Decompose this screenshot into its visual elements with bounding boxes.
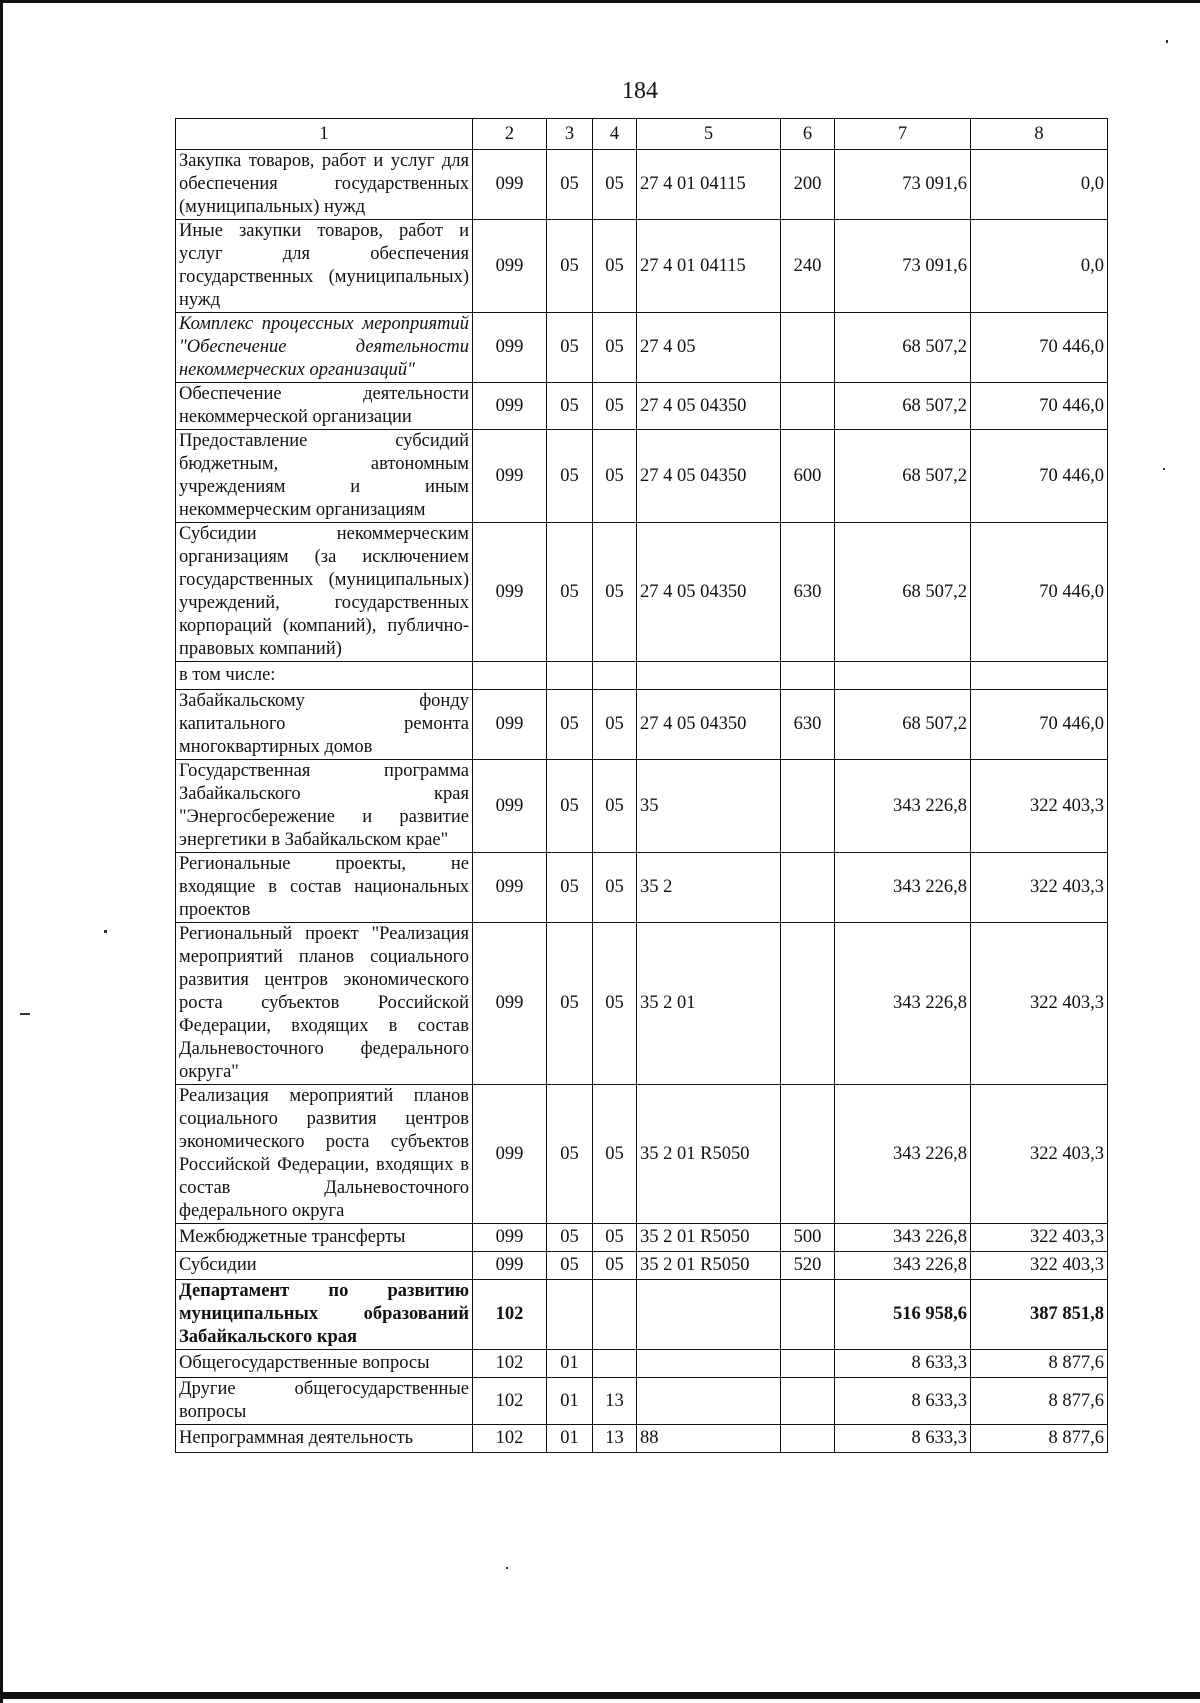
cell-target-article: 27 4 05 bbox=[637, 313, 781, 383]
cell-amount-col7: 343 226,8 bbox=[835, 1085, 971, 1224]
cell-target-article: 35 bbox=[637, 760, 781, 853]
cell-amount-col7: 68 507,2 bbox=[835, 313, 971, 383]
cell-subsection: 05 bbox=[593, 1224, 637, 1252]
scan-speck bbox=[506, 1567, 508, 1569]
cell-amount-col8: 0,0 bbox=[971, 150, 1108, 220]
cell-amount-col7: 68 507,2 bbox=[835, 523, 971, 662]
cell-expense-type bbox=[781, 923, 835, 1085]
row-name: Региональный проект "Реализация мероприятий планов социального развития центров экономического роста субъектов Российской Федерации, входящих в состав Дальневосточного федерального округа" bbox=[176, 923, 473, 1085]
cell-subsection: 13 bbox=[593, 1425, 637, 1453]
table-row bbox=[176, 1350, 1108, 1378]
cell-subsection: 05 bbox=[593, 383, 637, 430]
row-name: Межбюджетные трансферты bbox=[176, 1224, 473, 1252]
cell-section: 01 bbox=[547, 1350, 593, 1378]
table-row bbox=[176, 662, 1108, 690]
cell-target-article: 27 4 01 04115 bbox=[637, 220, 781, 313]
cell-expense-type: 630 bbox=[781, 690, 835, 760]
cell-ministry-code: 099 bbox=[473, 923, 547, 1085]
row-name: Непрограммная деятельность bbox=[176, 1425, 473, 1453]
cell-section bbox=[547, 662, 593, 690]
cell-ministry-code: 102 bbox=[473, 1280, 547, 1350]
column-header: 3 bbox=[547, 119, 593, 150]
cell-section: 05 bbox=[547, 150, 593, 220]
row-name: Комплекс процессных мероприятий "Обеспечение деятельности некоммерческих организаций" bbox=[176, 313, 473, 383]
cell-expense-type bbox=[781, 662, 835, 690]
cell-ministry-code: 099 bbox=[473, 1224, 547, 1252]
cell-amount-col7: 73 091,6 bbox=[835, 150, 971, 220]
table-row bbox=[176, 430, 1108, 523]
table-row bbox=[176, 523, 1108, 662]
cell-target-article bbox=[637, 1350, 781, 1378]
cell-section: 05 bbox=[547, 853, 593, 923]
row-name: Субсидии bbox=[176, 1252, 473, 1280]
cell-expense-type: 600 bbox=[781, 430, 835, 523]
cell-amount-col8: 8 877,6 bbox=[971, 1378, 1108, 1425]
cell-expense-type bbox=[781, 1425, 835, 1453]
cell-amount-col7: 68 507,2 bbox=[835, 690, 971, 760]
cell-expense-type bbox=[781, 760, 835, 853]
table-row bbox=[176, 1378, 1108, 1425]
cell-expense-type bbox=[781, 1280, 835, 1350]
table-row bbox=[176, 1252, 1108, 1280]
cell-amount-col7: 68 507,2 bbox=[835, 383, 971, 430]
cell-amount-col7: 8 633,3 bbox=[835, 1425, 971, 1453]
cell-target-article: 35 2 01 R5050 bbox=[637, 1252, 781, 1280]
scan-speck bbox=[1166, 40, 1168, 43]
table-row bbox=[176, 1224, 1108, 1252]
cell-target-article: 35 2 bbox=[637, 853, 781, 923]
cell-ministry-code: 099 bbox=[473, 523, 547, 662]
cell-expense-type: 500 bbox=[781, 1224, 835, 1252]
cell-section: 05 bbox=[547, 220, 593, 313]
cell-amount-col7: 68 507,2 bbox=[835, 430, 971, 523]
cell-amount-col7 bbox=[835, 662, 971, 690]
table-row bbox=[176, 853, 1108, 923]
cell-amount-col8: 322 403,3 bbox=[971, 1085, 1108, 1224]
cell-subsection: 05 bbox=[593, 760, 637, 853]
column-header: 2 bbox=[473, 119, 547, 150]
cell-subsection: 05 bbox=[593, 220, 637, 313]
cell-subsection: 05 bbox=[593, 853, 637, 923]
cell-target-article bbox=[637, 1280, 781, 1350]
cell-target-article bbox=[637, 662, 781, 690]
scan-speck bbox=[1163, 468, 1165, 470]
cell-ministry-code: 099 bbox=[473, 690, 547, 760]
cell-ministry-code: 099 bbox=[473, 383, 547, 430]
scan-edge-top bbox=[0, 0, 1200, 3]
cell-amount-col8: 70 446,0 bbox=[971, 383, 1108, 430]
row-name: Закупка товаров, работ и услуг для обеспечения государственных (муниципальных) нужд bbox=[176, 150, 473, 220]
cell-section: 05 bbox=[547, 383, 593, 430]
cell-amount-col8: 8 877,6 bbox=[971, 1425, 1108, 1453]
cell-amount-col7: 343 226,8 bbox=[835, 1252, 971, 1280]
cell-subsection: 05 bbox=[593, 923, 637, 1085]
cell-expense-type bbox=[781, 1350, 835, 1378]
cell-amount-col8: 322 403,3 bbox=[971, 1252, 1108, 1280]
row-name: Реализация мероприятий планов социального развития центров экономического роста субъектов Российской Федерации, входящих в состав Дальневосточного федерального округа bbox=[176, 1085, 473, 1224]
cell-ministry-code: 099 bbox=[473, 313, 547, 383]
cell-amount-col8: 8 877,6 bbox=[971, 1350, 1108, 1378]
cell-target-article: 88 bbox=[637, 1425, 781, 1453]
cell-subsection: 05 bbox=[593, 1252, 637, 1280]
cell-section: 01 bbox=[547, 1425, 593, 1453]
row-name: Общегосударственные вопросы bbox=[176, 1350, 473, 1378]
row-name: в том числе: bbox=[176, 662, 473, 690]
cell-subsection bbox=[593, 662, 637, 690]
cell-subsection bbox=[593, 1350, 637, 1378]
scan-edge-left bbox=[0, 0, 3, 1703]
cell-amount-col7: 8 633,3 bbox=[835, 1378, 971, 1425]
cell-amount-col8: 322 403,3 bbox=[971, 853, 1108, 923]
row-name: Обеспечение деятельности некоммерческой организации bbox=[176, 383, 473, 430]
cell-section: 05 bbox=[547, 923, 593, 1085]
cell-section: 05 bbox=[547, 690, 593, 760]
cell-ministry-code: 102 bbox=[473, 1350, 547, 1378]
cell-amount-col7: 343 226,8 bbox=[835, 853, 971, 923]
cell-section: 01 bbox=[547, 1378, 593, 1425]
column-header: 5 bbox=[637, 119, 781, 150]
cell-ministry-code bbox=[473, 662, 547, 690]
cell-section: 05 bbox=[547, 430, 593, 523]
cell-ministry-code: 099 bbox=[473, 853, 547, 923]
cell-subsection: 05 bbox=[593, 523, 637, 662]
row-name: Региональные проекты, не входящие в состав национальных проектов bbox=[176, 853, 473, 923]
cell-amount-col8: 70 446,0 bbox=[971, 430, 1108, 523]
table-row bbox=[176, 313, 1108, 383]
cell-subsection: 05 bbox=[593, 150, 637, 220]
cell-target-article: 27 4 05 04350 bbox=[637, 383, 781, 430]
cell-amount-col7: 343 226,8 bbox=[835, 923, 971, 1085]
cell-section: 05 bbox=[547, 760, 593, 853]
cell-ministry-code: 099 bbox=[473, 1085, 547, 1224]
cell-amount-col8: 387 851,8 bbox=[971, 1280, 1108, 1350]
cell-target-article: 27 4 05 04350 bbox=[637, 430, 781, 523]
column-header: 1 bbox=[176, 119, 473, 150]
table-row bbox=[176, 690, 1108, 760]
cell-expense-type bbox=[781, 383, 835, 430]
row-name: Другие общегосударственные вопросы bbox=[176, 1378, 473, 1425]
cell-section: 05 bbox=[547, 1224, 593, 1252]
cell-section: 05 bbox=[547, 523, 593, 662]
cell-expense-type bbox=[781, 1085, 835, 1224]
column-header: 7 bbox=[835, 119, 971, 150]
cell-target-article: 35 2 01 R5050 bbox=[637, 1224, 781, 1252]
cell-ministry-code: 099 bbox=[473, 150, 547, 220]
row-name: Субсидии некоммерческим организациям (за исключением государственных (муниципальных) учреждений, государственных корпораций (компаний), публично-правовых компаний) bbox=[176, 523, 473, 662]
cell-amount-col7: 343 226,8 bbox=[835, 1224, 971, 1252]
cell-ministry-code: 102 bbox=[473, 1425, 547, 1453]
row-name: Иные закупки товаров, работ и услуг для обеспечения государственных (муниципальных) нужд bbox=[176, 220, 473, 313]
cell-subsection: 05 bbox=[593, 430, 637, 523]
cell-expense-type: 520 bbox=[781, 1252, 835, 1280]
cell-subsection: 05 bbox=[593, 690, 637, 760]
cell-amount-col8: 322 403,3 bbox=[971, 923, 1108, 1085]
cell-expense-type bbox=[781, 313, 835, 383]
cell-amount-col8: 70 446,0 bbox=[971, 523, 1108, 662]
cell-amount-col8: 70 446,0 bbox=[971, 313, 1108, 383]
cell-subsection: 13 bbox=[593, 1378, 637, 1425]
cell-amount-col7: 8 633,3 bbox=[835, 1350, 971, 1378]
cell-expense-type bbox=[781, 1378, 835, 1425]
cell-ministry-code: 099 bbox=[473, 430, 547, 523]
table-row bbox=[176, 220, 1108, 313]
table-header-row bbox=[176, 119, 1108, 150]
cell-amount-col8 bbox=[971, 662, 1108, 690]
row-name: Государственная программа Забайкальского края "Энергосбережение и развитие энергетики в Забайкальском крае" bbox=[176, 760, 473, 853]
cell-target-article bbox=[637, 1378, 781, 1425]
cell-target-article: 35 2 01 bbox=[637, 923, 781, 1085]
cell-ministry-code: 102 bbox=[473, 1378, 547, 1425]
cell-target-article: 27 4 05 04350 bbox=[637, 690, 781, 760]
cell-section: 05 bbox=[547, 1252, 593, 1280]
scan-edge-bottom bbox=[0, 1692, 1200, 1699]
cell-amount-col7: 73 091,6 bbox=[835, 220, 971, 313]
table-row bbox=[176, 150, 1108, 220]
cell-amount-col8: 0,0 bbox=[971, 220, 1108, 313]
row-name: Департамент по развитию муниципальных образований Забайкальского края bbox=[176, 1280, 473, 1350]
cell-target-article: 27 4 05 04350 bbox=[637, 523, 781, 662]
cell-ministry-code: 099 bbox=[473, 760, 547, 853]
cell-expense-type: 240 bbox=[781, 220, 835, 313]
cell-target-article: 35 2 01 R5050 bbox=[637, 1085, 781, 1224]
page-number: 184 bbox=[622, 78, 658, 104]
column-header: 6 bbox=[781, 119, 835, 150]
table-row bbox=[176, 760, 1108, 853]
cell-target-article: 27 4 01 04115 bbox=[637, 150, 781, 220]
table-row bbox=[176, 923, 1108, 1085]
budget-table bbox=[175, 118, 1108, 1453]
cell-amount-col7: 516 958,6 bbox=[835, 1280, 971, 1350]
cell-amount-col8: 70 446,0 bbox=[971, 690, 1108, 760]
cell-amount-col8: 322 403,3 bbox=[971, 1224, 1108, 1252]
cell-amount-col8: 322 403,3 bbox=[971, 760, 1108, 853]
column-header: 8 bbox=[971, 119, 1108, 150]
scan-speck bbox=[20, 1013, 30, 1015]
cell-expense-type: 630 bbox=[781, 523, 835, 662]
scan-speck bbox=[104, 930, 107, 933]
table-row bbox=[176, 1085, 1108, 1224]
cell-expense-type bbox=[781, 853, 835, 923]
row-name: Забайкальскому фонду капитального ремонта многоквартирных домов bbox=[176, 690, 473, 760]
table-row bbox=[176, 383, 1108, 430]
cell-ministry-code: 099 bbox=[473, 220, 547, 313]
cell-subsection bbox=[593, 1280, 637, 1350]
cell-subsection: 05 bbox=[593, 1085, 637, 1224]
cell-section bbox=[547, 1280, 593, 1350]
cell-expense-type: 200 bbox=[781, 150, 835, 220]
cell-subsection: 05 bbox=[593, 313, 637, 383]
table-row-department bbox=[176, 1280, 1108, 1350]
table-row bbox=[176, 1425, 1108, 1453]
cell-amount-col7: 343 226,8 bbox=[835, 760, 971, 853]
cell-section: 05 bbox=[547, 1085, 593, 1224]
row-name: Предоставление субсидий бюджетным, автономным учреждениям и иным некоммерческим организациям bbox=[176, 430, 473, 523]
cell-ministry-code: 099 bbox=[473, 1252, 547, 1280]
column-header: 4 bbox=[593, 119, 637, 150]
cell-section: 05 bbox=[547, 313, 593, 383]
